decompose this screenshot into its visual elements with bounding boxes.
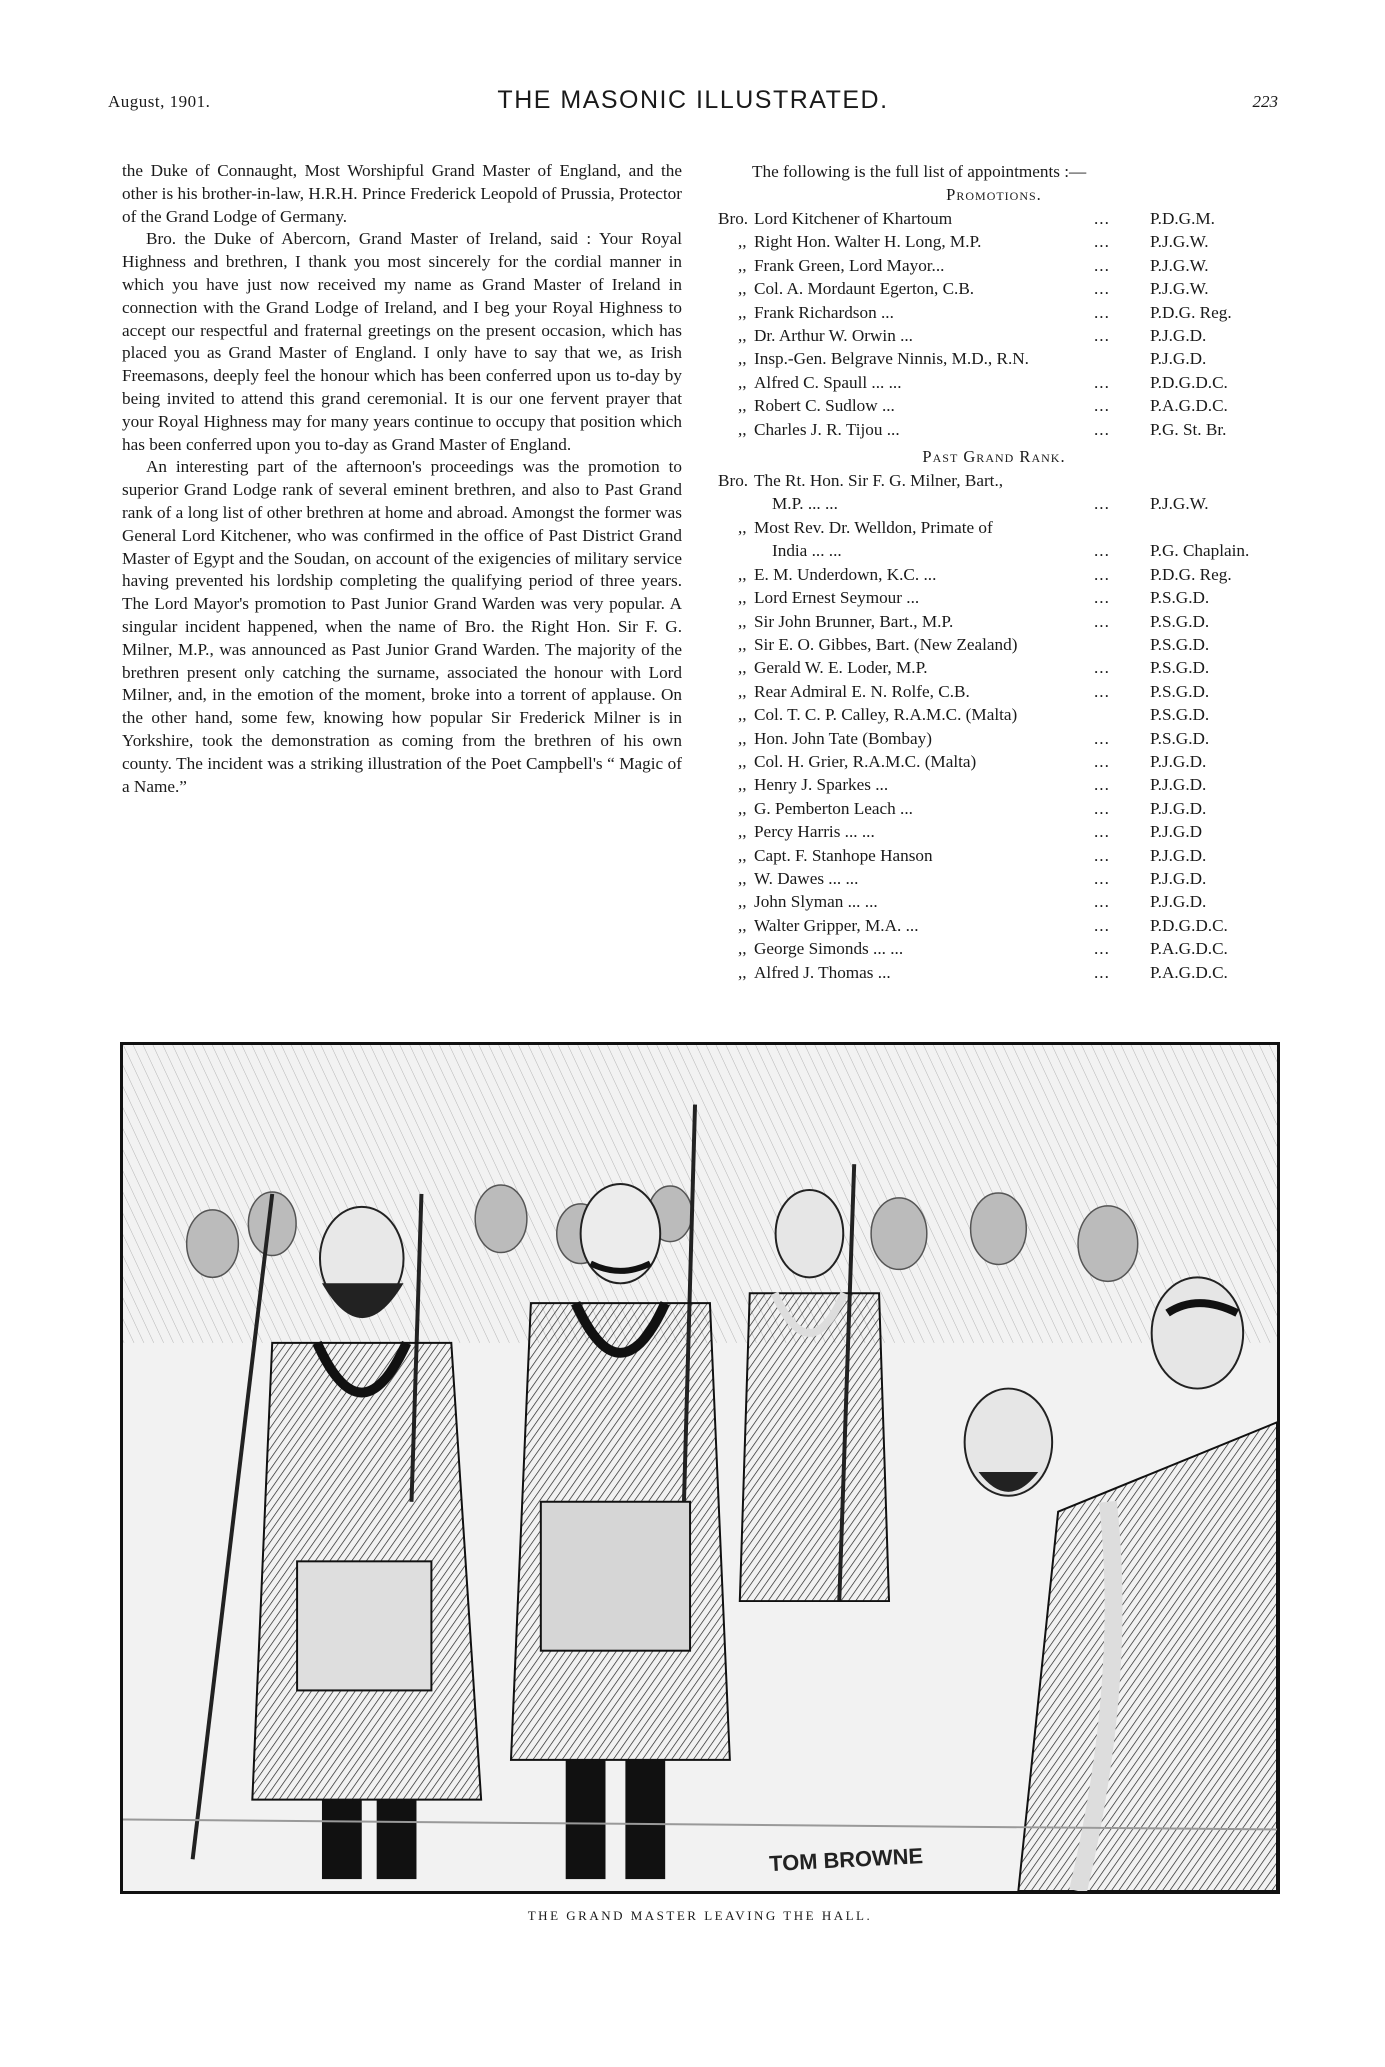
- entry-prefix: ,,: [738, 681, 747, 701]
- entry-leader-dots: ...: [1094, 541, 1110, 561]
- entry-rank: P.J.G.D.: [1150, 326, 1207, 346]
- entry-rank: P.A.G.D.C.: [1150, 396, 1228, 416]
- entry-leader-dots: ...: [1094, 279, 1110, 299]
- entry-leader-dots: [1094, 347, 1150, 370]
- entry-rank: [1150, 516, 1270, 539]
- article-paragraph-2: Bro. the Duke of Abercorn, Grand Master of Ireland, said : Your Royal Highness and brethren, I thank you most sincerely for the cordial manner in which you have just now received my name as Grand Master of Ireland in connection with the Grand Lodge of Ireland, and I beg your Royal Highness to accept our respectful and fraternal greetings on the present occasion, which has placed you as Grand Master of England. I only have to say that we, as Irish Freemasons, deeply feel the honour which has been conferred upon us to-day by being invited to attend this grand ceremonial. It is our one fervent prayer that your Royal Highness may for many years continue to occupy that position which has been conferred upon you to-day as Grand Master of England.: [122, 229, 682, 454]
- entry-name: Dr. Arthur W. Orwin ...: [754, 326, 913, 346]
- past-grand-rank-entry: [718, 844, 1270, 867]
- entry-rank: P.A.G.D.C.: [1150, 939, 1228, 959]
- promotion-entry: [718, 254, 1270, 277]
- entry-leader-dots: ...: [1094, 798, 1110, 818]
- entry-leader-dots: [1094, 633, 1150, 656]
- promotion-entry: [718, 324, 1270, 347]
- entry-prefix: ,,: [738, 517, 747, 537]
- entry-leader-dots: ...: [1094, 326, 1110, 346]
- article-paragraph-1: the Duke of Connaught, Most Worshipful Grand Master of England, and the other is his brother-in-law, H.R.H. Prince Frederick Leopold of Prussia, Protector of the Grand Lodge of Germany.: [122, 161, 682, 226]
- entry-leader-dots: ...: [1094, 658, 1110, 678]
- entry-name: Alfred J. Thomas ...: [754, 962, 891, 982]
- entry-name: Col. T. C. P. Calley, R.A.M.C. (Malta): [754, 705, 1018, 725]
- past-grand-rank-entry: [718, 914, 1270, 937]
- entry-rank: P.J.G.D.: [1150, 892, 1207, 912]
- entry-leader-dots: ...: [1094, 372, 1110, 392]
- entry-name: Charles J. R. Tijou ...: [754, 419, 900, 439]
- entry-prefix: Bro.: [718, 471, 749, 491]
- entry-leader-dots: ...: [1094, 255, 1110, 275]
- entry-prefix: Bro.: [718, 209, 749, 228]
- entry-leader-dots: ...: [1094, 728, 1110, 748]
- entry-name: Capt. F. Stanhope Hanson: [754, 845, 933, 865]
- entry-leader-dots: ...: [1094, 494, 1110, 514]
- article-paragraph-3: An interesting part of the afternoon's proceedings was the promotion to superior Grand Lodge rank of several eminent brethren, and also to Past Grand rank of a long list of other brethren at home and abroad. Amongst the former was General Lord Kitchener, who was confirmed in the office of Past District Grand Master of Egypt and the Soudan, on account of the exigencies of military service having prevented his lordship completing the qualifying period of three years. The Lord Mayor's promotion to Past Junior Grand Warden was very popular. A singular incident happened, when the name of Bro. the Right Hon. Sir F. G. Milner, M.P., was announced as Past Junior Grand Warden. The majority of the brethren present only catching the surname, associated the honour with Lord Milner, and, in the emotion of the moment, broke into a torrent of applause. On the other hand, some few, knowing how popular Sir Frederick Milner is in Yorkshire, took the demonstration as coming from the brethren of his own county. The incident was a striking illustration of the Poet Campbell's “ Magic of a Name.”: [122, 457, 682, 796]
- entry-name: The Rt. Hon. Sir F. G. Milner, Bart.,: [754, 471, 1004, 491]
- entry-prefix: [718, 492, 754, 515]
- entry-rank: P.S.G.D.: [1150, 681, 1210, 701]
- entry-name: Most Rev. Dr. Welldon, Primate of: [754, 517, 993, 537]
- promotion-entry: [718, 230, 1270, 253]
- entry-leader-dots: ...: [1094, 845, 1110, 865]
- entry-name: Col. A. Mordaunt Egerton, C.B.: [754, 279, 975, 299]
- past-grand-rank-heading: Past Grand Rank.: [922, 447, 1066, 467]
- entry-rank: P.D.G.M.: [1150, 209, 1215, 228]
- entry-leader-dots: ...: [1094, 588, 1110, 608]
- entry-leader-dots: ...: [1094, 209, 1110, 228]
- entry-leader-dots: [1094, 703, 1150, 726]
- past-grand-rank-entry: [718, 961, 1270, 984]
- entry-rank: P.J.G.D.: [1150, 798, 1207, 818]
- magazine-title: THE MASONIC ILLUSTRATED.: [497, 86, 889, 114]
- entry-rank: P.D.G.D.C.: [1150, 372, 1228, 392]
- entry-prefix: ,,: [738, 705, 747, 725]
- entry-leader-dots: ...: [1094, 775, 1110, 795]
- entry-prefix: ,,: [738, 939, 747, 959]
- entry-prefix: ,,: [738, 588, 747, 608]
- entry-name: Walter Gripper, M.A. ...: [754, 915, 919, 935]
- entry-leader-dots: ...: [1094, 611, 1110, 631]
- entry-leader-dots: ...: [1094, 302, 1110, 322]
- past-grand-rank-entry: [718, 937, 1270, 960]
- entry-name: Gerald W. E. Loder, M.P.: [754, 658, 928, 678]
- entry-name: Sir John Brunner, Bart., M.P.: [754, 611, 954, 631]
- entry-prefix: ,,: [738, 775, 747, 795]
- entry-rank: P.G. St. Br.: [1150, 419, 1227, 439]
- entry-prefix: ,,: [738, 611, 747, 631]
- entry-leader-dots: ...: [1094, 751, 1110, 771]
- entry-name: Sir E. O. Gibbes, Bart. (New Zealand): [754, 634, 1018, 654]
- entry-prefix: ,,: [738, 279, 747, 299]
- past-grand-rank-entry: [718, 703, 1270, 726]
- entry-rank: P.S.G.D.: [1150, 658, 1210, 678]
- appointments-column: [718, 160, 1270, 984]
- entry-rank: P.J.G.D.: [1150, 349, 1207, 369]
- entry-prefix: ,,: [738, 372, 747, 392]
- article-left-column: [122, 160, 682, 798]
- entry-rank: P.S.G.D.: [1150, 705, 1210, 725]
- entry-name: Right Hon. Walter H. Long, M.P.: [754, 232, 982, 252]
- entry-rank: P.J.G.W.: [1150, 494, 1209, 514]
- entry-rank: P.J.G.D.: [1150, 868, 1207, 888]
- promotion-entry: [718, 347, 1270, 370]
- promotions-heading: Promotions.: [946, 185, 1042, 204]
- promotion-entry: [718, 207, 1270, 230]
- past-grand-rank-entry: [718, 797, 1270, 820]
- past-grand-rank-list: [718, 469, 1270, 984]
- past-grand-rank-entry: [718, 539, 1270, 562]
- entry-prefix: ,,: [738, 255, 747, 275]
- entry-name: W. Dawes ... ...: [754, 868, 859, 888]
- entry-leader-dots: ...: [1094, 939, 1110, 959]
- promotion-entry: [718, 371, 1270, 394]
- entry-prefix: ,,: [738, 751, 747, 771]
- past-grand-rank-entry: [718, 680, 1270, 703]
- entry-name: Frank Green, Lord Mayor...: [754, 255, 945, 275]
- entry-name: Percy Harris ... ...: [754, 822, 875, 842]
- past-grand-rank-entry: [718, 727, 1270, 750]
- artist-signature: TOM BROWNE: [768, 1843, 924, 1877]
- past-grand-rank-entry: [718, 563, 1270, 586]
- past-grand-rank-entry: [718, 867, 1270, 890]
- entry-prefix: ,,: [738, 232, 747, 252]
- entry-name: India ... ...: [772, 541, 842, 561]
- entry-prefix: ,,: [738, 349, 747, 369]
- past-grand-rank-entry: [718, 586, 1270, 609]
- past-grand-rank-entry: [718, 656, 1270, 679]
- entry-leader-dots: ...: [1094, 868, 1110, 888]
- promotion-entry: [718, 394, 1270, 417]
- entry-rank: P.J.G.W.: [1150, 255, 1209, 275]
- entry-prefix: ,,: [738, 845, 747, 865]
- illustration-caption: THE GRAND MASTER LEAVING THE HALL.: [527, 1908, 873, 1923]
- entry-prefix: ,,: [738, 634, 747, 654]
- entry-leader-dots: ...: [1094, 396, 1110, 416]
- entry-prefix: ,,: [738, 302, 747, 322]
- past-grand-rank-entry: [718, 469, 1270, 492]
- entry-prefix: ,,: [738, 822, 747, 842]
- entry-prefix: ,,: [738, 868, 747, 888]
- promotion-entry: [718, 301, 1270, 324]
- past-grand-rank-entry: [718, 610, 1270, 633]
- entry-name: Col. H. Grier, R.A.M.C. (Malta): [754, 751, 977, 771]
- entry-leader-dots: ...: [1094, 962, 1110, 982]
- entry-name: Lord Kitchener of Khartoum: [754, 209, 953, 228]
- entry-prefix: ,,: [738, 564, 747, 584]
- entry-leader-dots: ...: [1094, 822, 1110, 842]
- entry-name: G. Pemberton Leach ...: [754, 798, 913, 818]
- entry-name: Insp.-Gen. Belgrave Ninnis, M.D., R.N.: [754, 349, 1029, 369]
- entry-leader-dots: ...: [1094, 232, 1110, 252]
- page-number: 223: [1252, 92, 1278, 111]
- entry-name: M.P. ... ...: [772, 494, 838, 514]
- entry-rank: P.S.G.D.: [1150, 611, 1210, 631]
- entry-leader-dots: ...: [1094, 681, 1110, 701]
- entry-leader-dots: ...: [1094, 892, 1110, 912]
- entry-prefix: ,,: [738, 915, 747, 935]
- entry-prefix: ,,: [738, 419, 747, 439]
- entry-rank: P.S.G.D.: [1150, 588, 1210, 608]
- entry-rank: P.J.G.W.: [1150, 232, 1209, 252]
- past-grand-rank-entry: [718, 633, 1270, 656]
- illustration-grand-master-procession: [120, 1042, 1280, 1894]
- entry-leader-dots: [1094, 516, 1150, 539]
- entry-name: Rear Admiral E. N. Rolfe, C.B.: [754, 681, 970, 701]
- entry-rank: P.A.G.D.C.: [1150, 962, 1228, 982]
- promotion-entry: [718, 277, 1270, 300]
- entry-prefix: ,,: [738, 326, 747, 346]
- entry-leader-dots: ...: [1094, 915, 1110, 935]
- entry-name: George Simonds ... ...: [754, 939, 904, 959]
- entry-rank: [1150, 469, 1270, 492]
- entry-leader-dots: ...: [1094, 564, 1110, 584]
- past-grand-rank-entry: [718, 820, 1270, 843]
- entry-name: E. M. Underdown, K.C. ...: [754, 564, 937, 584]
- entry-name: Lord Ernest Seymour ...: [754, 588, 920, 608]
- entry-rank: P.J.G.D.: [1150, 751, 1207, 771]
- entry-name: John Slyman ... ...: [754, 892, 878, 912]
- entry-prefix: ,,: [738, 798, 747, 818]
- entry-rank: P.S.G.D.: [1150, 634, 1210, 654]
- entry-prefix: ,,: [738, 892, 747, 912]
- past-grand-rank-entry: [718, 750, 1270, 773]
- entry-name: Alfred C. Spaull ... ...: [754, 372, 902, 392]
- entry-leader-dots: ...: [1094, 419, 1110, 439]
- entry-name: Frank Richardson ...: [754, 302, 894, 322]
- promotion-entry: [718, 418, 1270, 441]
- issue-date: August, 1901.: [108, 92, 211, 111]
- entry-rank: P.G. Chaplain.: [1150, 541, 1250, 561]
- entry-prefix: [718, 539, 754, 562]
- entry-rank: P.D.G.D.C.: [1150, 915, 1228, 935]
- entry-rank: P.J.G.W.: [1150, 279, 1209, 299]
- past-grand-rank-entry: [718, 492, 1270, 515]
- entry-rank: P.J.G.D.: [1150, 775, 1207, 795]
- promotions-list: [718, 207, 1270, 441]
- entry-prefix: ,,: [738, 962, 747, 982]
- entry-name: Hon. John Tate (Bombay): [754, 728, 932, 748]
- past-grand-rank-entry: [718, 516, 1270, 539]
- entry-rank: P.D.G. Reg.: [1150, 302, 1232, 322]
- entry-rank: P.S.G.D.: [1150, 728, 1210, 748]
- entry-prefix: ,,: [738, 396, 747, 416]
- appointments-intro: The following is the full list of appointments :—: [752, 162, 1087, 181]
- entry-prefix: ,,: [738, 728, 747, 748]
- entry-rank: P.D.G. Reg.: [1150, 564, 1232, 584]
- entry-prefix: ,,: [738, 658, 747, 678]
- entry-rank: P.J.G.D: [1150, 822, 1203, 842]
- past-grand-rank-entry: [718, 890, 1270, 913]
- entry-name: Henry J. Sparkes ...: [754, 775, 889, 795]
- page-header: [108, 86, 1278, 118]
- entry-leader-dots: [1094, 469, 1150, 492]
- entry-name: Robert C. Sudlow ...: [754, 396, 895, 416]
- procession-engraving: [123, 1045, 1277, 1891]
- entry-rank: P.J.G.D.: [1150, 845, 1207, 865]
- past-grand-rank-entry: [718, 773, 1270, 796]
